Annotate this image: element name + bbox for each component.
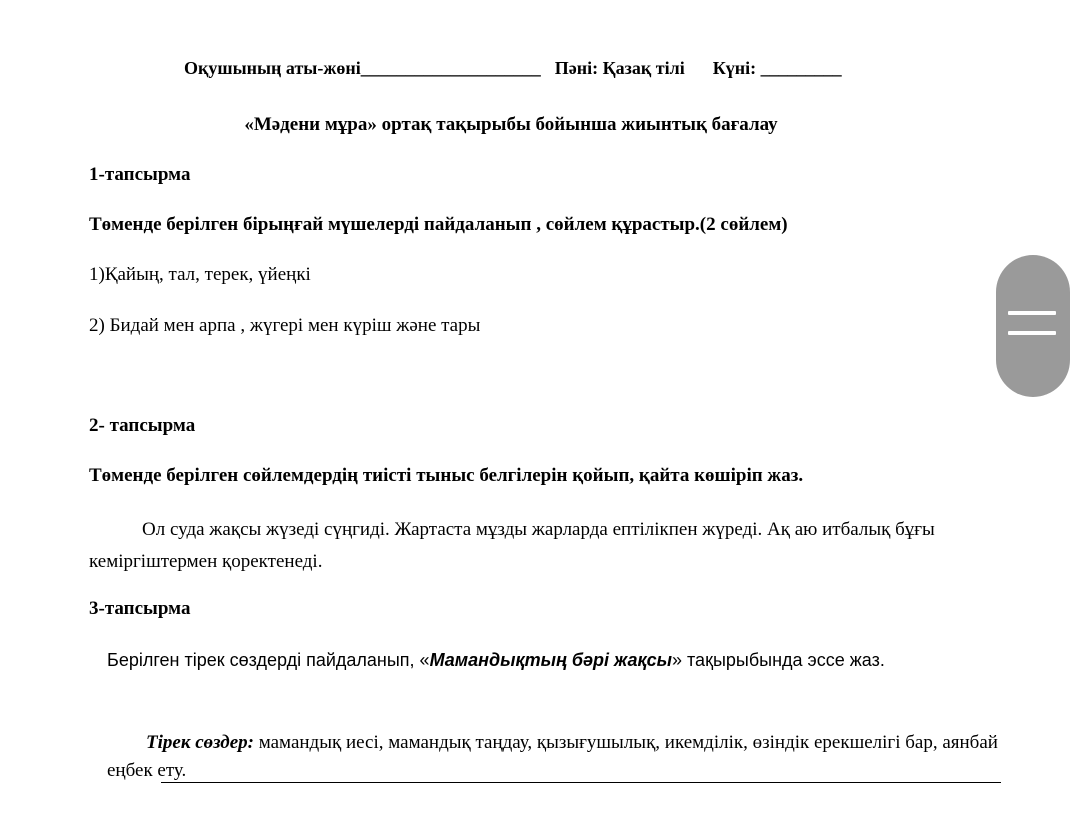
task2-instruction: Төменде берілген сөйлемдердің тиісті тыныс белгілерін қойып, қайта көшіріп жаз. bbox=[89, 465, 804, 486]
student-name-label: Оқушының аты-жөні____________________ bbox=[184, 58, 541, 78]
task3-heading: 3-тапсырма bbox=[89, 598, 191, 619]
task1-item-1: 1)Қайың, тал, терек, үйеңкі bbox=[89, 264, 311, 285]
student-header bbox=[184, 58, 842, 79]
grip-line-top bbox=[1008, 311, 1056, 315]
answer-line bbox=[161, 782, 1001, 783]
task3-instruction-before: Берілген тірек сөздерді пайдаланып, « bbox=[107, 650, 430, 670]
task2-heading: 2- тапсырма bbox=[89, 415, 196, 436]
task3-keywords bbox=[107, 729, 1007, 785]
scroll-handle[interactable] bbox=[996, 255, 1070, 397]
document-title: «Мәдени мұра» ортақ тақырыбы бойынша жиынтық бағалау bbox=[244, 114, 778, 135]
task2-paragraph bbox=[89, 514, 989, 578]
task1-heading: 1-тапсырма bbox=[89, 164, 191, 185]
task1-instruction: Төменде берілген бірыңғай мүшелерді пайдаланып , сөйлем құрастыр.(2 сөйлем) bbox=[89, 214, 788, 235]
task2-text: Ол суда жақсы жүзеді сүңгиді. Жартаста мұзды жарларда ептілікпен жүреді. Ақ аю итбалық бұғы кеміргіштермен қоректенеді. bbox=[89, 519, 935, 572]
task3-essay-topic: Мамандықтың бәрі жақсы bbox=[429, 650, 672, 670]
subject-label: Пәні: Қазақ тілі bbox=[554, 58, 685, 78]
task1-item-2: 2) Бидай мен арпа , жүгері мен күріш және тары bbox=[89, 315, 481, 336]
task3-instruction bbox=[107, 650, 885, 671]
task3-instruction-after: » тақырыбында эссе жаз. bbox=[672, 650, 885, 670]
keywords-label: Тірек сөздер: bbox=[146, 732, 254, 753]
grip-line-bottom bbox=[1008, 331, 1056, 335]
keywords-text: мамандық иесі, мамандық таңдау, қызығушылық, икемділік, өзіндік ерекшелігі бар, аянбай еңбек ету. bbox=[107, 732, 998, 781]
date-label: Күні: _________ bbox=[712, 58, 842, 78]
